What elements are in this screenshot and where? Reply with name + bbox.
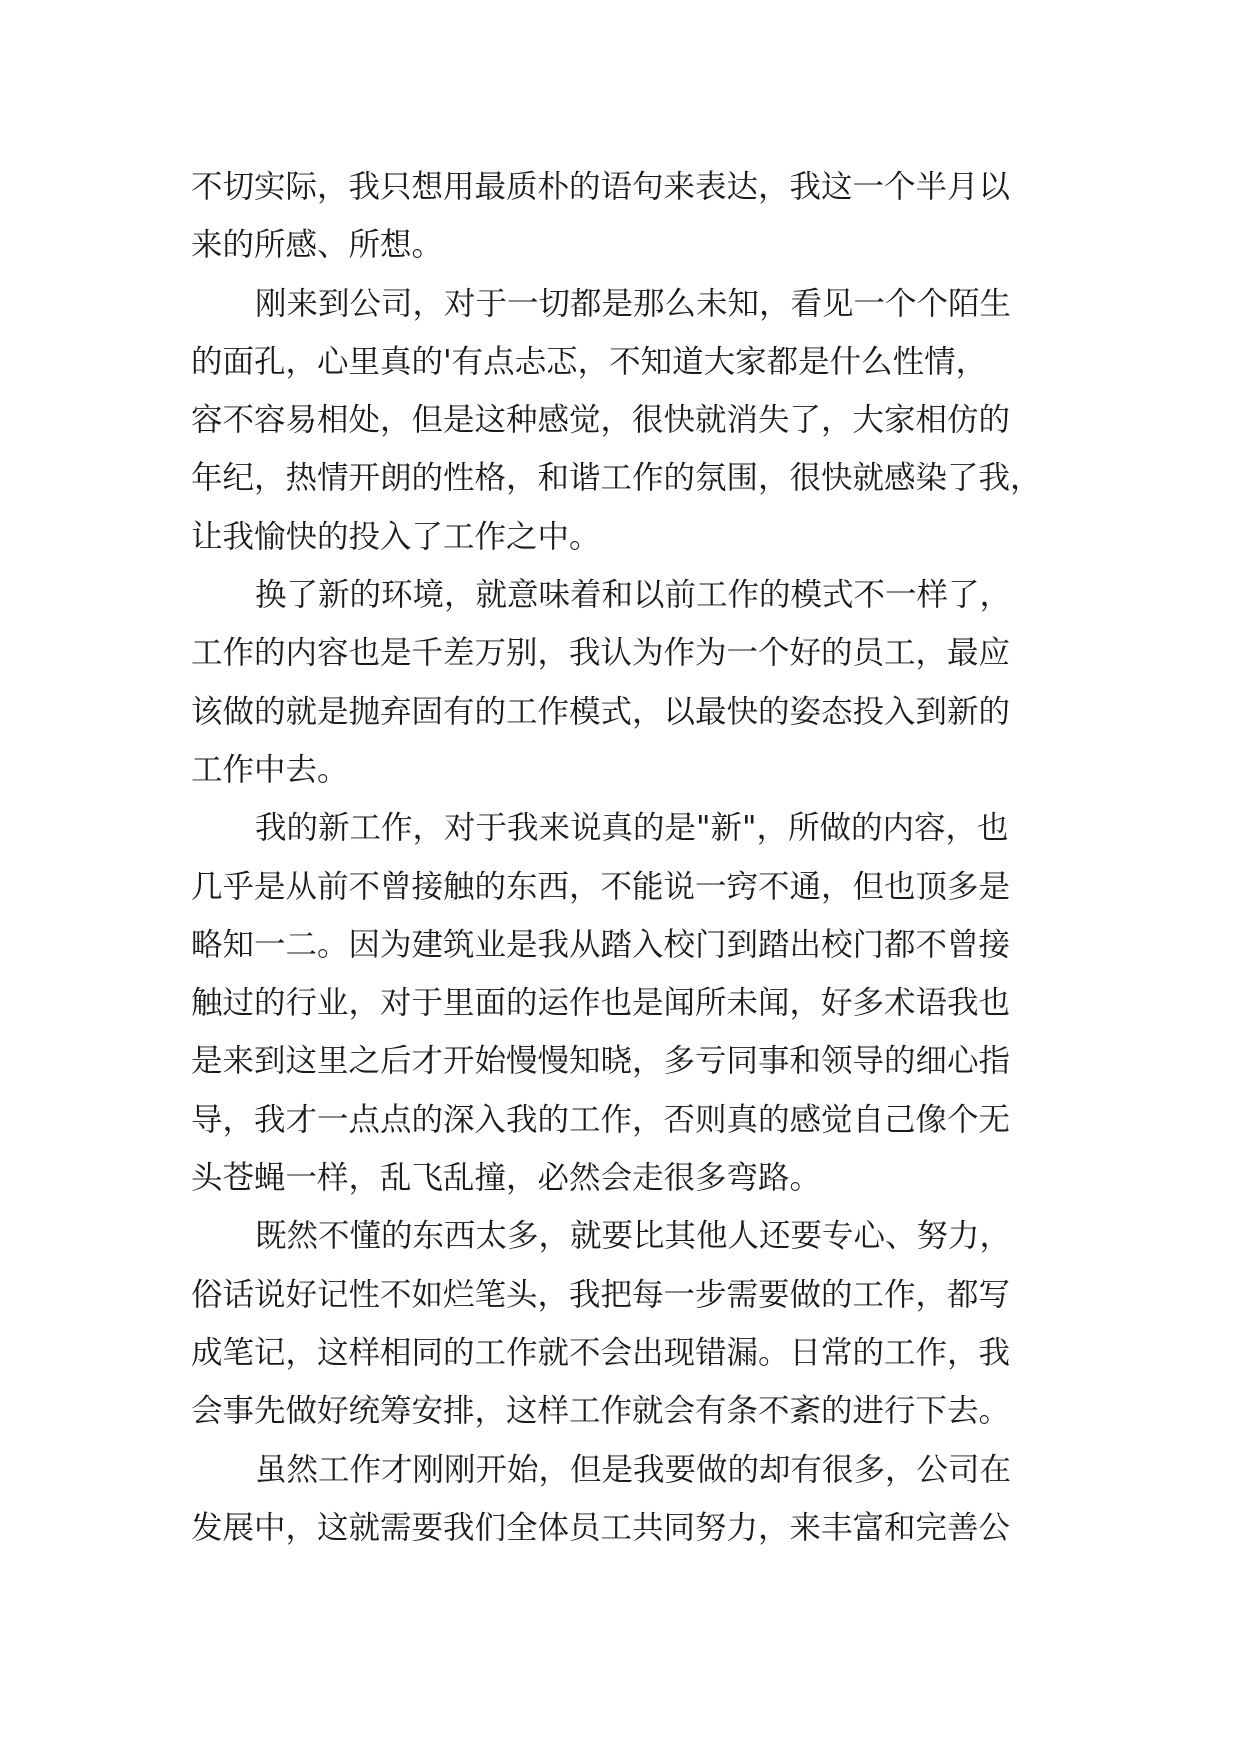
paragraph-first-line: 虽然工作才刚刚开始，但是我要做的却有很多，公司在 bbox=[255, 1451, 1012, 1488]
paragraph-first-line: 既然不懂的东西太多，就要比其他人还要专心、努力， bbox=[255, 1218, 1012, 1255]
text-line: 成笔记，这样相同的工作就不会出现错漏。日常的工作，我 bbox=[191, 1334, 1011, 1371]
text-line: 容不容易相处，但是这种感觉，很快就消失了，大家相仿的 bbox=[191, 402, 1011, 439]
text-line: 工作中去。 bbox=[191, 751, 349, 788]
text-line: 略知一二。因为建筑业是我从踏入校门到踏出校门都不曾接 bbox=[191, 926, 1011, 963]
text-line: 该做的就是抛弃固有的工作模式，以最快的姿态投入到新的 bbox=[191, 693, 1011, 730]
text-line: 年纪，热情开朗的性格，和谐工作的氛围，很快就感染了我， bbox=[191, 460, 1042, 497]
text-line: 是来到这里之后才开始慢慢知晓，多亏同事和领导的细心指 bbox=[191, 1043, 1011, 1080]
text-line: 触过的行业，对于里面的运作也是闻所未闻，好多术语我也 bbox=[191, 985, 1011, 1022]
text-line: 工作的内容也是千差万别，我认为作为一个好的员工，最应 bbox=[191, 635, 1011, 672]
text-line: 会事先做好统筹安排，这样工作就会有条不紊的进行下去。 bbox=[191, 1393, 1011, 1430]
text-line: 头苍蝇一样，乱飞乱撞，必然会走很多弯路。 bbox=[191, 1160, 822, 1197]
text-line: 的面孔，心里真的'有点忐忑，不知道大家都是什么性情， bbox=[191, 343, 988, 380]
paragraph-first-line: 我的新工作，对于我来说真的是"新"，所做的内容，也 bbox=[255, 810, 1009, 847]
text-line: 让我愉快的投入了工作之中。 bbox=[191, 518, 601, 555]
text-line: 导，我才一点点的深入我的工作，否则真的感觉自己像个无 bbox=[191, 1101, 1011, 1138]
text-line: 几乎是从前不曾接触的东西，不能说一窍不通，但也顶多是 bbox=[191, 868, 1011, 905]
document-body bbox=[191, 158, 1071, 1557]
paragraph-first-line: 换了新的环境，就意味着和以前工作的模式不一样了， bbox=[255, 577, 1012, 614]
paragraph-first-line: 刚来到公司，对于一切都是那么未知，看见一个个陌生 bbox=[255, 285, 1012, 322]
text-line: 发展中，这就需要我们全体员工共同努力，来丰富和完善公 bbox=[191, 1509, 1011, 1546]
text-line: 不切实际，我只想用最质朴的语句来表达，我这一个半月以 bbox=[191, 169, 1011, 205]
text-line: 来的所感、所想。 bbox=[191, 227, 444, 264]
text-line: 俗话说好记性不如烂笔头，我把每一步需要做的工作，都写 bbox=[191, 1276, 1011, 1313]
